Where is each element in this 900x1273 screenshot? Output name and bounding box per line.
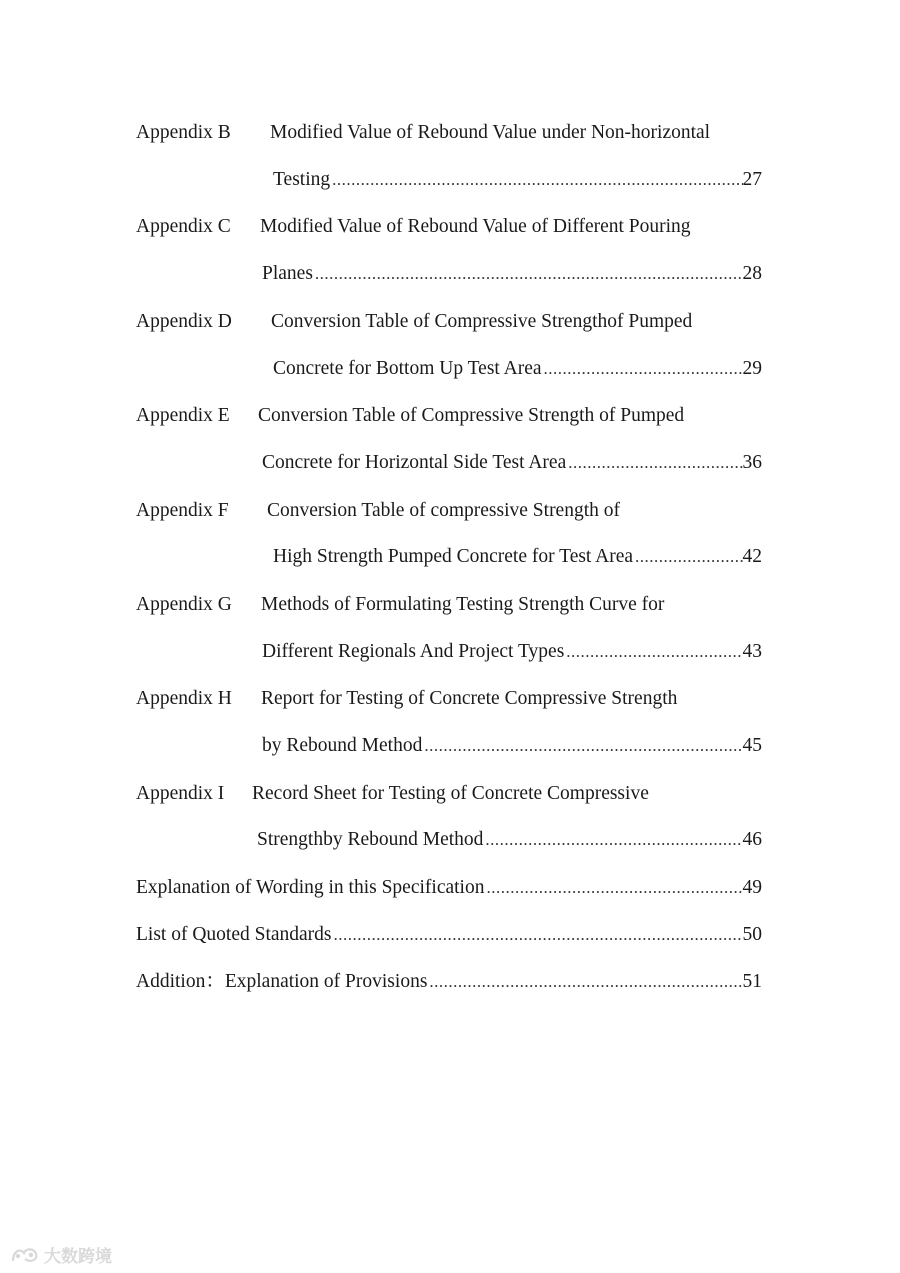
toc-leader-row bbox=[273, 542, 762, 572]
leader-dots bbox=[422, 731, 742, 761]
leader-dots bbox=[633, 542, 742, 572]
toc-entry-quoted-standards[interactable] bbox=[0, 920, 900, 950]
appendix-label: Appendix E bbox=[136, 405, 230, 426]
entry-title: Explanation of Wording in this Specification bbox=[136, 877, 485, 898]
appendix-title-line2: Planes bbox=[262, 263, 313, 284]
toc-leader-row bbox=[136, 967, 762, 997]
toc-entry-appendix-d[interactable] bbox=[0, 307, 900, 337]
page-number: 36 bbox=[742, 452, 762, 473]
appendix-label: Appendix B bbox=[136, 122, 231, 143]
appendix-title-line1: Conversion Table of Compressive Strength of Pumped bbox=[258, 405, 685, 426]
appendix-title-line2: Concrete for Horizontal Side Test Area bbox=[262, 452, 567, 473]
appendix-label: Appendix G bbox=[136, 594, 232, 615]
toc-entry-addition[interactable] bbox=[0, 967, 900, 997]
appendix-title-line1: Conversion Table of compressive Strength of bbox=[267, 500, 620, 521]
appendix-title-line2: Concrete for Bottom Up Test Area bbox=[273, 358, 542, 379]
appendix-title-line2: Strengthby Rebound Method bbox=[257, 829, 484, 850]
leader-dots bbox=[483, 825, 742, 855]
toc-entry-appendix-i[interactable] bbox=[0, 779, 900, 809]
page-number: 28 bbox=[742, 263, 762, 284]
leader-dots bbox=[427, 967, 742, 997]
toc-entry-appendix-b-cont[interactable] bbox=[0, 165, 900, 195]
appendix-label: Appendix D bbox=[136, 311, 232, 332]
leader-dots bbox=[313, 259, 743, 289]
toc-entry-appendix-b[interactable] bbox=[0, 118, 900, 148]
toc-leader-row bbox=[262, 448, 762, 478]
toc-entry-appendix-h-cont[interactable] bbox=[0, 731, 900, 761]
page-number: 27 bbox=[742, 169, 762, 190]
toc-leader-row bbox=[257, 825, 762, 855]
appendix-title-line2: High Strength Pumped Concrete for Test Area bbox=[273, 546, 634, 567]
entry-title: Addition：Explanation of Provisions bbox=[136, 971, 428, 992]
appendix-title-line1: Report for Testing of Concrete Compressive Strength bbox=[261, 688, 678, 709]
toc-entry-appendix-e-cont[interactable] bbox=[0, 448, 900, 478]
toc-entry-appendix-g[interactable] bbox=[0, 590, 900, 620]
leader-dots bbox=[566, 448, 742, 478]
toc-entry-appendix-i-cont[interactable] bbox=[0, 825, 900, 855]
toc-leader-row bbox=[136, 873, 762, 903]
entry-title: List of Quoted Standards bbox=[136, 924, 332, 945]
appendix-label: Appendix C bbox=[136, 216, 231, 237]
page-number: 42 bbox=[742, 546, 762, 567]
toc-leader-row bbox=[262, 637, 762, 667]
toc-entry-appendix-c-cont[interactable] bbox=[0, 259, 900, 289]
appendix-title-line1: Conversion Table of Compressive Strengthof Pumped bbox=[271, 311, 693, 332]
leader-dots bbox=[564, 637, 742, 667]
toc-leader-row bbox=[273, 165, 762, 195]
appendix-label: Appendix F bbox=[136, 500, 229, 521]
appendix-title-line2: by Rebound Method bbox=[262, 735, 423, 756]
toc-leader-row bbox=[262, 259, 762, 289]
page-number: 45 bbox=[742, 735, 762, 756]
toc-entry-explanation[interactable] bbox=[0, 873, 900, 903]
page-number: 51 bbox=[742, 971, 762, 992]
toc-leader-row bbox=[136, 920, 762, 950]
watermark-text: 大数跨境 bbox=[44, 1247, 112, 1267]
leader-dots bbox=[542, 354, 743, 384]
appendix-title-line1: Methods of Formulating Testing Strength Curve for bbox=[261, 594, 665, 615]
watermark bbox=[10, 1242, 112, 1267]
leader-dots bbox=[332, 920, 743, 950]
toc-entry-appendix-d-cont[interactable] bbox=[0, 354, 900, 384]
page-number: 29 bbox=[742, 358, 762, 379]
toc-leader-row bbox=[262, 731, 762, 761]
toc-entry-appendix-c[interactable] bbox=[0, 212, 900, 242]
toc-entry-appendix-g-cont[interactable] bbox=[0, 637, 900, 667]
appendix-title-line1: Modified Value of Rebound Value of Different Pouring bbox=[260, 216, 691, 237]
leader-dots bbox=[484, 873, 742, 903]
page-number: 46 bbox=[742, 829, 762, 850]
page-number: 50 bbox=[742, 924, 762, 945]
toc-leader-row bbox=[273, 354, 762, 384]
toc-entry-appendix-e[interactable] bbox=[0, 401, 900, 431]
page-number: 49 bbox=[742, 877, 762, 898]
appendix-title-line1: Record Sheet for Testing of Concrete Compressive bbox=[252, 783, 649, 804]
appendix-title-line2: Different Regionals And Project Types bbox=[262, 641, 565, 662]
leader-dots bbox=[330, 165, 742, 195]
appendix-title-line2: Testing bbox=[273, 169, 331, 190]
appendix-label: Appendix I bbox=[136, 783, 225, 804]
appendix-label: Appendix H bbox=[136, 688, 232, 709]
appendix-title-line1: Modified Value of Rebound Value under Non-horizontal bbox=[270, 122, 711, 143]
logo-icon bbox=[10, 1245, 40, 1265]
page-number: 43 bbox=[742, 641, 762, 662]
toc-entry-appendix-f[interactable] bbox=[0, 496, 900, 526]
toc-entry-appendix-f-cont[interactable] bbox=[0, 542, 900, 572]
toc-entry-appendix-h[interactable] bbox=[0, 684, 900, 714]
